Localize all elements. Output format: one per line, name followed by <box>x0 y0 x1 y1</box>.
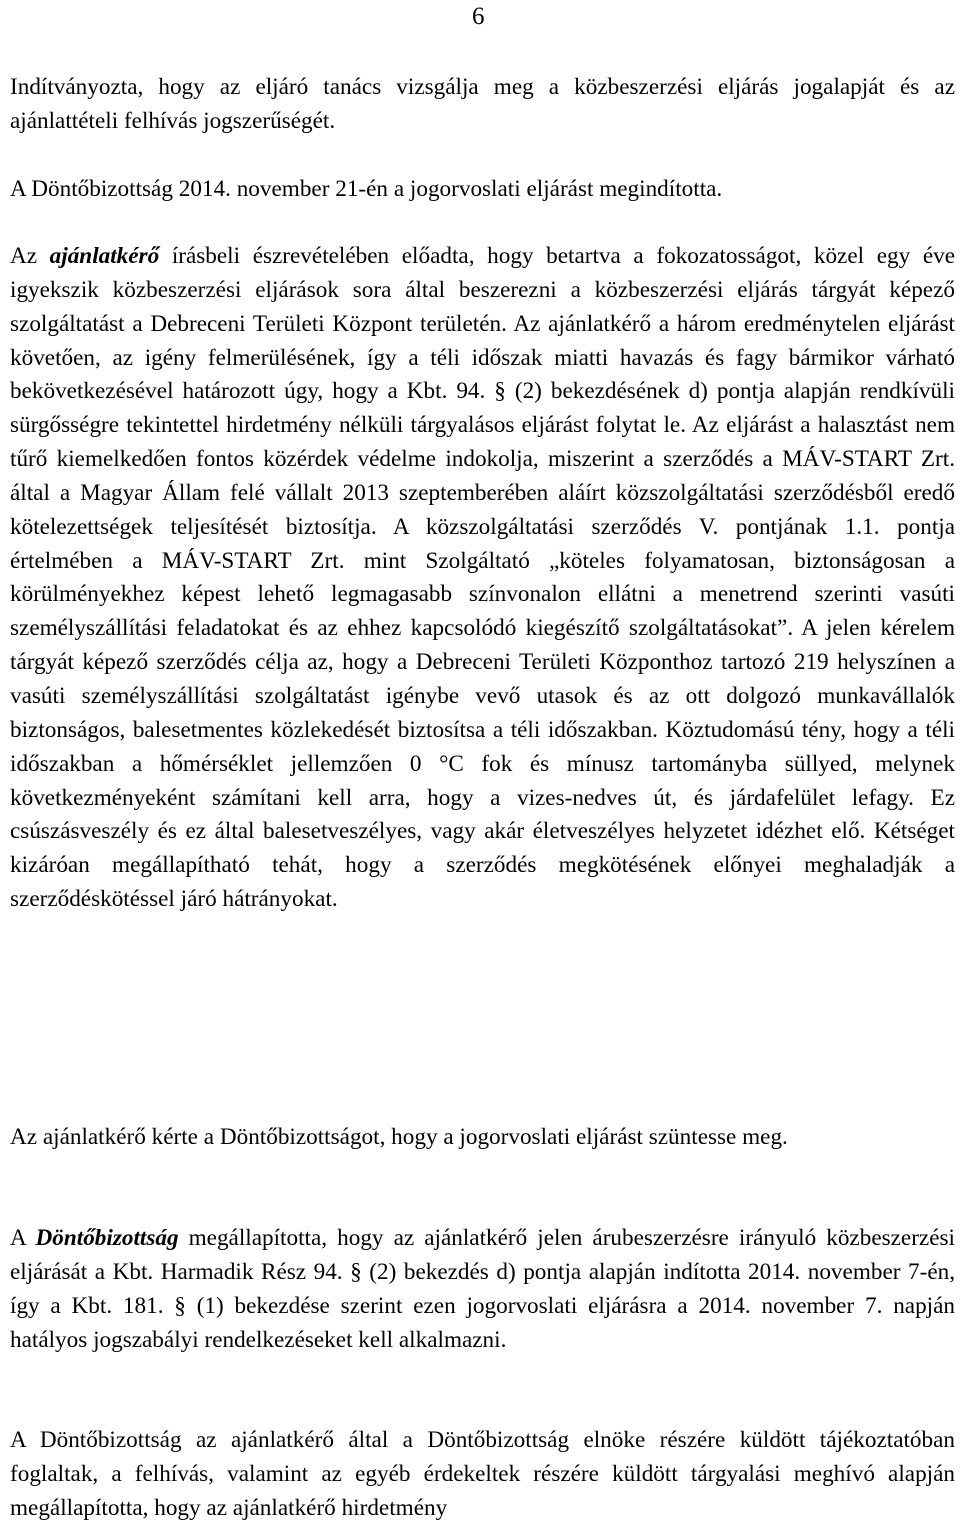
text-run: Az <box>10 243 50 269</box>
page-number: 6 <box>472 3 485 30</box>
text-run: írásbeli észrevételében előadta, hogy betartva a fokozatosságot, közel egy éve igyekszik közbeszerzési eljárások sora által beszerezni a közbeszerzési eljárás tárgyát képező szolgáltatást a Debreceni Területi Központ területén. Az ajánlatkérő a három eredménytelen eljárást követően, az igény felmerülésének, így a téli időszak miatti havazás és fagy bármikor várható bekövetkezésével határozott úgy, hogy a Kbt. 94. § (2) bekezdésének d) pontja alapján rendkívüli sürgősségre tekintettel hirdetmény nélküli tárgyalásos eljárást folytat le. Az eljárást a halasztást nem tűrő kiemelkedően fontos közérdek védelme indokolja, miszerint a szerződés a MÁV-START Zrt. által a Magyar Állam felé vállalt 2013 szeptemberében aláírt közszolgáltatási szerződésből eredő kötelezettségek teljesítését biztosítja. A közszolgáltatási szerződés V. pontjának 1.1. pontja értelmében a MÁV-START Zrt. mint Szolgáltató „köteles folyamatosan, biztonságosan a körülményekhez képest lehető legmagasabb színvonalon ellátni a menetrend szerinti vasúti személyszállítási feladatokat és az ehhez kapcsolódó kiegészítő szolgáltatásokat”. A jelen kérelem tárgyát képező szerződés célja az, hogy a Debreceni Területi Központhoz tartozó 219 helyszínen a vasúti személyszállítási szolgáltatást igénybe vevő utasok és az ott dolgozó munkavállalók biztonságos, balesetmentes közlekedését biztosítsa a téli időszakban. Köztudomású tény, hogy a téli időszakban a hőmérséklet jellemzően 0 °C fok és mínusz tartományba süllyed, melynek következményeként számítani kell arra, hogy a vizes-nedves út, és járdafelület lefagy. Ez csúszásveszély és ez által balesetveszélyes, vagy akár életveszélyes helyzetet idézhet elő. Kétséget kizáróan megállapítható tehát, hogy a szerződés megkötésének előnyei meghaladják a szerződéskötéssel járó hátrányokat. <box>10 243 955 913</box>
paragraph-contracting-authority-observations <box>10 240 955 917</box>
paragraph-board-information: A Döntőbizottság az ajánlatkérő által a Döntőbizottság elnöke részére küldött tájékoztatóban foglaltak, a felhívás, valamint az egyéb érdekeltek részére küldött tárgyalási meghívó alapján megállapította, hogy az ajánlatkérő hirdetmény <box>10 1427 955 1521</box>
text-run: megállapította, hogy az ajánlatkérő jelen árubeszerzésre irányuló közbeszerzési eljárását a Kbt. Harmadik Rész 94. § (2) bekezdés d) pontja alapján indította 2014. november 7-én, így a Kbt. 181. § (1) bekezdése szerint ezen jogorvoslati eljárásra a 2014. november 7. napján hatályos jogszabályi rendelkezéseket kell alkalmazni. <box>10 1225 955 1353</box>
text-run: A <box>10 1225 36 1251</box>
emphasis-term: Döntőbizottság <box>35 1225 179 1251</box>
paragraph-board-finding <box>10 1222 955 1357</box>
paragraph-motion: Indítványozta, hogy az eljáró tanács vizsgálja meg a közbeszerzési eljárás jogalapját és az ajánlattételi felhívás jogszerűségét. <box>10 74 955 134</box>
emphasis-term: ajánlatkérő <box>49 243 160 269</box>
paragraph-request-termination: Az ajánlatkérő kérte a Döntőbizottságot, hogy a jogorvoslati eljárást szüntesse meg. <box>10 1124 788 1150</box>
paragraph-procedure-start: A Döntőbizottság 2014. november 21-én a jogorvoslati eljárást megindította. <box>10 176 723 202</box>
